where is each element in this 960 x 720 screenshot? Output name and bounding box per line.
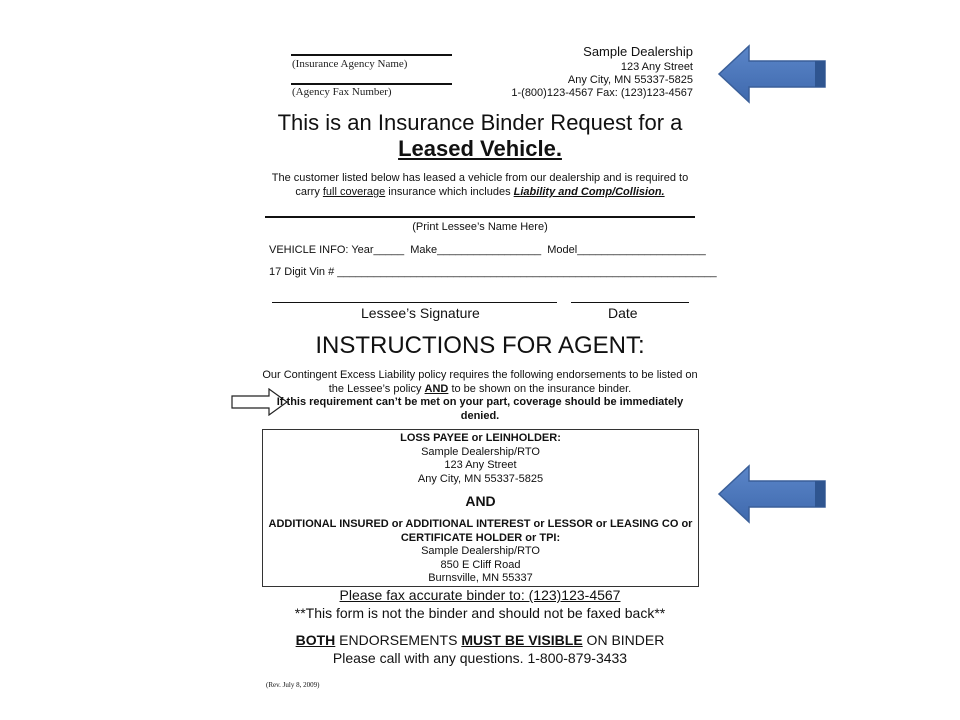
and-separator (262, 493, 699, 509)
fax-instruction (240, 586, 720, 604)
intro-text-1: The customer listed below has leased a vehicle from our dealership and is required to carry (271, 172, 689, 198)
intro-text-2: insurance which includes (385, 186, 514, 198)
endorsements-content (262, 432, 699, 486)
insured-street: 850 E Cliff Road (440, 558, 521, 571)
signature-line (272, 302, 557, 303)
lessee-name-caption: (Print Lessee’s Name Here) (412, 221, 548, 233)
page-subtitle: Leased Vehicle. (398, 136, 562, 161)
instructions-and: AND (424, 382, 449, 395)
agency-name-line (291, 54, 452, 56)
intro-paragraph (262, 171, 698, 199)
signature-caption: Lessee’s Signature (361, 305, 480, 321)
callout-arrow-icon (717, 44, 829, 104)
payee-name: Sample Dealership/RTO (421, 445, 540, 458)
payee-heading: LOSS PAYEE or LEINHOLDER: (400, 432, 561, 444)
revision-date: (Rev. July 8, 2009) (266, 681, 320, 689)
instructions-warning: If this requirement can’t be met on your part, coverage should be immediately denied. (276, 396, 684, 422)
must-be-visible: MUST BE VISIBLE (461, 632, 583, 648)
date-line (571, 302, 689, 303)
payee-city: Any City, MN 55337-5825 (417, 472, 544, 485)
page-title: This is an Insurance Binder Request for a (277, 110, 683, 135)
on-binder: ON BINDER (582, 632, 665, 648)
payee-street: 123 Any Street (444, 459, 517, 471)
vin-row: 17 Digit Vin # ______________________________________________________________ (269, 266, 717, 278)
form-notice: **This form is not the binder and should not be faxed back** (294, 605, 666, 621)
intro-full-coverage: full coverage (322, 186, 386, 198)
vehicle-info-row: VEHICLE INFO: Year_____ Make_________________ Model_____________________ (269, 244, 706, 256)
fax-instruction-text: Please fax accurate binder to: (123)123-4567 (339, 587, 621, 603)
instructions-text-1: Our Contingent Excess Liability policy requires the following endorsements to be listed on the Lessee’s policy (262, 369, 698, 395)
call-line: Please call with any questions. 1-800-879-3433 (332, 650, 628, 666)
agency-name-caption: (Insurance Agency Name) (292, 58, 408, 70)
instructions-text-2: to be shown on the insurance binder. (448, 382, 632, 395)
agency-fax-line (291, 83, 452, 85)
lessee-name-line (265, 216, 695, 218)
callout-arrow-icon (717, 464, 829, 524)
endorsements-word: ENDORSEMENTS (335, 632, 462, 648)
dealer-city: Any City, MN 55337-5825 (567, 74, 693, 86)
agency-fax-caption: (Agency Fax Number) (292, 86, 392, 98)
instructions-paragraph (262, 369, 698, 423)
and-separator-text: AND (465, 493, 496, 509)
instructions-heading: INSTRUCTIONS FOR AGENT: (315, 332, 645, 359)
dealer-street: 123 Any Street (620, 61, 693, 73)
intro-coverage-types: Liability and Comp/Collision. (513, 186, 665, 198)
both-word: BOTH (295, 632, 336, 648)
insured-name: Sample Dealership/RTO (421, 545, 540, 557)
endorsement-notice (240, 631, 720, 649)
insured-heading: ADDITIONAL INSURED or ADDITIONAL INTEREST or LESSOR or LEASING CO or CERTIFICATE HOLDER or TPI: (268, 518, 693, 544)
additional-insured-content (265, 518, 696, 586)
insured-city: Burnsville, MN 55337 (428, 572, 533, 584)
dealer-phone-fax: 1-(800)123-4567 Fax: (123)123-4567 (511, 87, 693, 99)
dealer-name: Sample Dealership (583, 44, 693, 59)
date-caption: Date (608, 305, 638, 321)
